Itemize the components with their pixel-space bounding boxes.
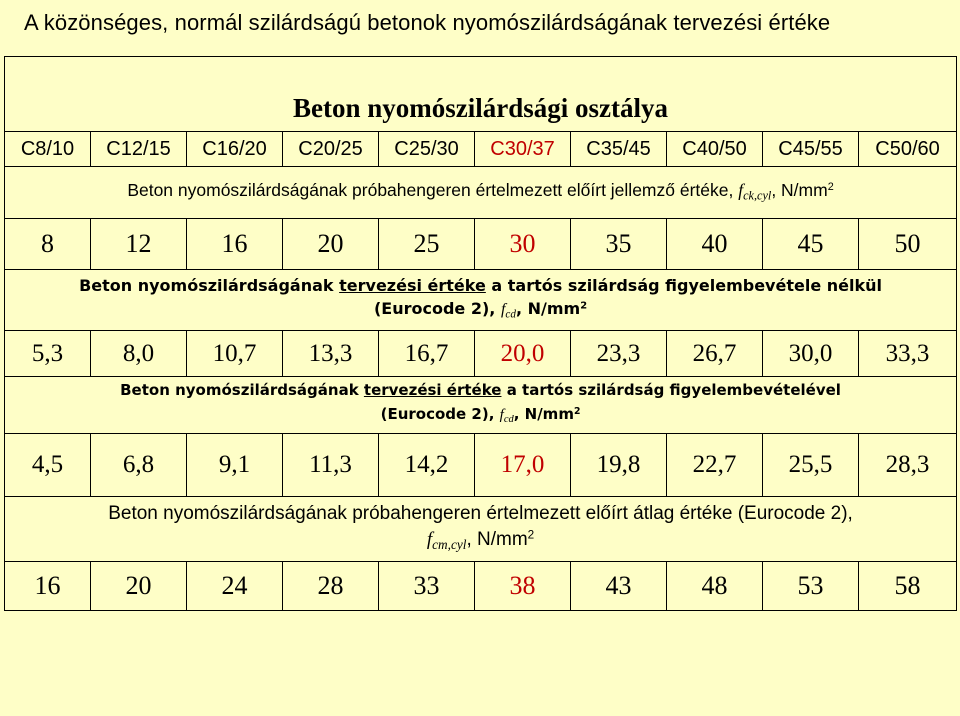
fcm-subscript: cm,cyl xyxy=(432,536,467,552)
fck-value: 8 xyxy=(41,229,54,258)
fcm-label: Beton nyomószilárdságának próbahengeren értelmezett előírt átlag értéke (Eurocode 2), xyxy=(108,502,853,524)
strength-class-cell xyxy=(859,132,957,167)
fcd-no-longterm-value: 26,7 xyxy=(692,339,737,367)
fck-value: 16 xyxy=(221,229,248,258)
fck-cell xyxy=(5,219,91,270)
fck-symbol: f xyxy=(738,179,744,200)
fcm-cell xyxy=(187,562,283,611)
fcd-longterm-value: 14,2 xyxy=(404,451,449,478)
fck-value: 30 xyxy=(509,229,536,258)
fcd-longterm-cell xyxy=(283,434,379,497)
strength-class-cell xyxy=(91,132,187,167)
fcd-no-longterm-cell xyxy=(5,331,91,377)
fcd-no-longterm-value: 16,7 xyxy=(404,339,449,367)
strength-class-cell xyxy=(667,132,763,167)
fcd-longterm-cell xyxy=(667,434,763,497)
strength-class-value: C40/50 xyxy=(682,137,747,160)
fcd-no-longterm-cell xyxy=(859,331,957,377)
fcd-longterm-value: 25,5 xyxy=(788,451,833,478)
strength-class-cell xyxy=(5,132,91,167)
concrete-strength-table xyxy=(4,56,957,611)
strength-class-value: C20/25 xyxy=(298,137,363,160)
fcd1-label-underlined: tervezési értéke xyxy=(339,275,486,295)
fcd-longterm-cell xyxy=(571,434,667,497)
fck-cell xyxy=(283,219,379,270)
fcd2-label-line2: (Eurocode 2), xyxy=(380,404,500,423)
fcd1-unit: , N/mm xyxy=(515,298,581,318)
fcd-longterm-value: 4,5 xyxy=(31,451,64,478)
fcm-cell xyxy=(91,562,187,611)
fcd-longterm-value: 28,3 xyxy=(885,451,930,478)
fcd1-label-line2: (Eurocode 2), xyxy=(373,298,501,318)
fcd-no-longterm-value: 33,3 xyxy=(885,339,930,367)
fck-value: 40 xyxy=(701,229,728,258)
fcd-longterm-description xyxy=(5,377,957,434)
strength-class-value: C35/45 xyxy=(586,137,651,160)
fcd-no-longterm-cell xyxy=(667,331,763,377)
strength-class-cell xyxy=(283,132,379,167)
fcd-no-longterm-cell xyxy=(187,331,283,377)
fck-cell xyxy=(379,219,475,270)
fcd-no-longterm-cell xyxy=(283,331,379,377)
fcd-no-longterm-cell xyxy=(475,331,571,377)
fcd-longterm-cell xyxy=(475,434,571,497)
fck-value: 50 xyxy=(894,229,921,258)
fcm-unit: , N/mm xyxy=(466,528,528,550)
strength-class-value: C12/15 xyxy=(106,137,171,160)
fcm-cell xyxy=(379,562,475,611)
fck-cell xyxy=(187,219,283,270)
strength-class-value: C25/30 xyxy=(394,137,459,160)
fcm-value: 33 xyxy=(413,571,440,600)
fcd-longterm-cell xyxy=(379,434,475,497)
fcm-symbol: f xyxy=(426,528,433,550)
fcd1-subscript: cd xyxy=(505,308,516,321)
fcm-value: 58 xyxy=(894,571,921,600)
fcd2-label-part2: a tartós szilárdság figyelembevételével xyxy=(501,380,841,399)
fcd2-unit: , N/mm xyxy=(513,404,574,423)
strength-class-row xyxy=(5,132,957,167)
fcd-longterm-values-row xyxy=(5,434,957,497)
fcd-no-longterm-value: 10,7 xyxy=(212,339,257,367)
fcm-value: 24 xyxy=(221,571,248,600)
fcd-no-longterm-value: 23,3 xyxy=(596,339,641,367)
fcd1-unit-sup: 2 xyxy=(580,300,588,312)
strength-class-value: C8/10 xyxy=(20,137,75,160)
fcm-value: 38 xyxy=(509,571,536,600)
fcm-value: 48 xyxy=(701,571,728,600)
fcd-longterm-cell xyxy=(859,434,957,497)
fcm-value: 53 xyxy=(797,571,824,600)
fck-cell xyxy=(571,219,667,270)
fcd-no-longterm-cell xyxy=(571,331,667,377)
fcd-no-longterm-cell xyxy=(379,331,475,377)
fcm-value: 20 xyxy=(125,571,152,600)
fcm-cell xyxy=(763,562,859,611)
fcd-no-longterm-description xyxy=(5,270,957,331)
table-header-cell xyxy=(5,57,957,132)
table-header: Beton nyomószilárdsági osztálya xyxy=(293,92,669,123)
fck-value: 12 xyxy=(125,229,152,258)
fcm-cell xyxy=(571,562,667,611)
fck-subscript: ck,cyl xyxy=(743,188,772,203)
strength-class-value: C30/37 xyxy=(490,137,555,160)
fcm-unit-sup: 2 xyxy=(527,528,535,542)
fck-value: 20 xyxy=(317,229,344,258)
fcd-longterm-value: 19,8 xyxy=(596,451,641,478)
strength-class-value: C16/20 xyxy=(202,137,267,160)
fcd-no-longterm-cell xyxy=(763,331,859,377)
fck-description xyxy=(5,167,957,219)
fck-cell xyxy=(667,219,763,270)
strength-class-cell xyxy=(763,132,859,167)
fcd-no-longterm-value: 30,0 xyxy=(788,339,833,367)
fcd1-label-part2: a tartós szilárdság figyelembevétele nélkül xyxy=(485,275,882,295)
fcm-value: 16 xyxy=(34,571,61,600)
strength-class-value: C45/55 xyxy=(778,137,843,160)
strength-class-value: C50/60 xyxy=(875,137,940,160)
fcm-cell xyxy=(5,562,91,611)
fcm-description xyxy=(5,497,957,562)
fcd2-symbol: f xyxy=(499,406,504,423)
fcd-longterm-value: 6,8 xyxy=(122,451,155,478)
fck-unit: , N/mm xyxy=(771,179,828,200)
fcd-no-longterm-cell xyxy=(91,331,187,377)
fcd-no-longterm-values-row xyxy=(5,331,957,377)
fck-value: 35 xyxy=(605,229,632,258)
fck-unit-sup: 2 xyxy=(827,180,834,193)
strength-class-cell xyxy=(571,132,667,167)
fcd-longterm-cell xyxy=(5,434,91,497)
fcd-no-longterm-value: 20,0 xyxy=(500,339,545,367)
fck-value: 25 xyxy=(413,229,440,258)
fcd-no-longterm-value: 5,3 xyxy=(31,339,64,367)
fcd1-label-part1: Beton nyomószilárdságának xyxy=(79,275,340,295)
strength-class-cell xyxy=(187,132,283,167)
fcm-cell xyxy=(859,562,957,611)
fck-cell xyxy=(91,219,187,270)
fcm-value: 28 xyxy=(317,571,344,600)
fcd2-label-part1: Beton nyomószilárdságának xyxy=(120,380,364,399)
fck-values-row xyxy=(5,219,957,270)
strength-class-cell xyxy=(379,132,475,167)
fcm-value: 43 xyxy=(605,571,632,600)
fck-cell xyxy=(859,219,957,270)
strength-class-cell xyxy=(475,132,571,167)
fck-value: 45 xyxy=(797,229,824,258)
fcd-longterm-value: 22,7 xyxy=(692,451,737,478)
fcd-longterm-value: 17,0 xyxy=(500,451,545,478)
fcd-longterm-cell xyxy=(763,434,859,497)
fcd2-subscript: cd xyxy=(503,414,514,426)
fcd2-unit-sup: 2 xyxy=(573,405,581,417)
fcm-cell xyxy=(475,562,571,611)
fcd-longterm-value: 9,1 xyxy=(218,451,251,478)
fcm-values-row xyxy=(5,562,957,611)
fcm-cell xyxy=(283,562,379,611)
fcm-cell xyxy=(667,562,763,611)
fck-cell xyxy=(475,219,571,270)
fcd2-label-underlined: tervezési értéke xyxy=(363,380,502,399)
fcd-longterm-cell xyxy=(91,434,187,497)
fcd-no-longterm-value: 8,0 xyxy=(122,339,155,367)
fcd-longterm-value: 11,3 xyxy=(309,451,352,478)
fcd-longterm-cell xyxy=(187,434,283,497)
fcd1-symbol: f xyxy=(500,300,506,318)
page-title: A közönséges, normál szilárdságú betonok nyomószilárdságának tervezési értéke xyxy=(24,10,831,35)
fck-label: Beton nyomószilárdságának próbahengeren értelmezett előírt jellemző értéke, xyxy=(127,179,739,200)
fcd-no-longterm-value: 13,3 xyxy=(308,339,353,367)
fck-cell xyxy=(763,219,859,270)
